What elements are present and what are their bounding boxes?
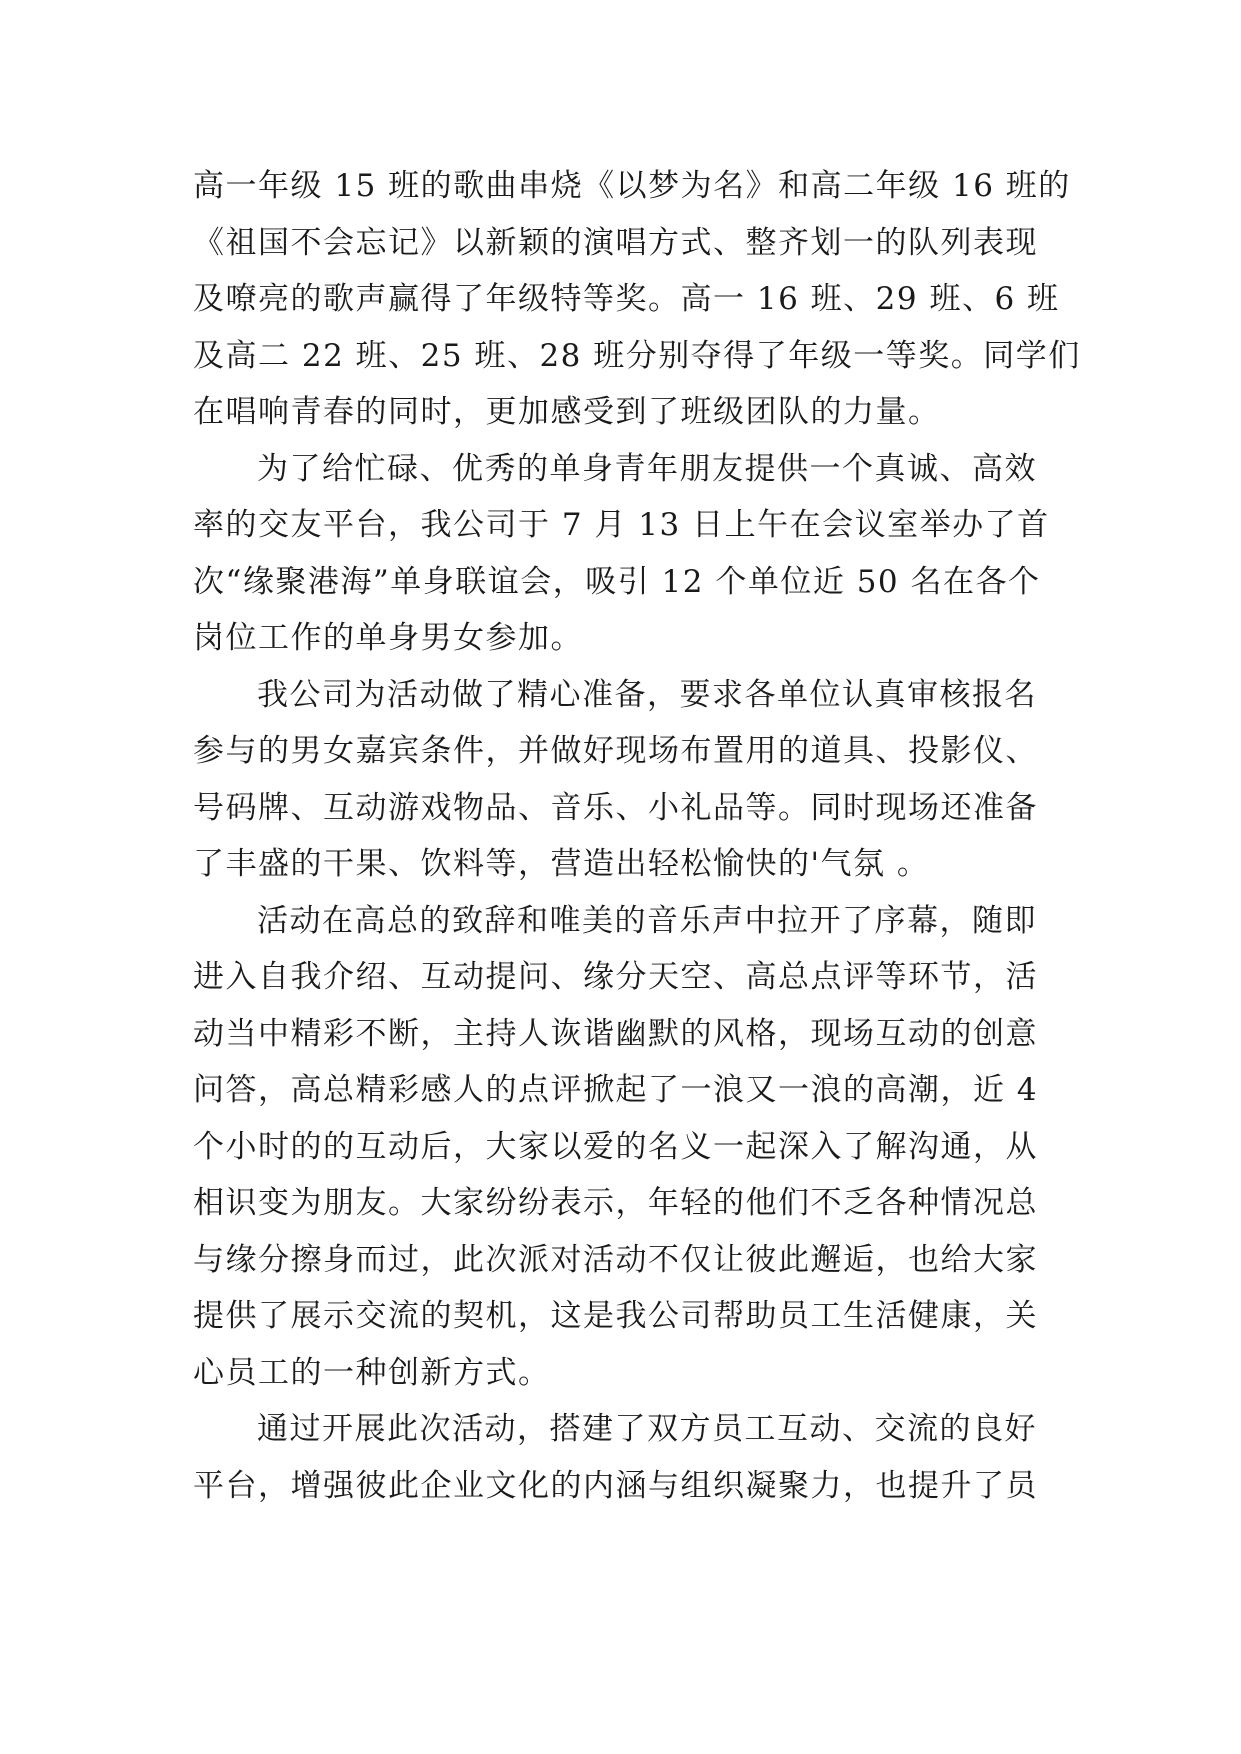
text-line: 平台，增强彼此企业文化的内涵与组织凝聚力，也提升了员	[193, 1467, 1038, 1504]
text-line: 动当中精彩不断，主持人诙谐幽默的风格，现场互动的创意	[193, 1015, 1038, 1052]
text-line: 参与的男女嘉宾条件，并做好现场布置用的道具、投影仪、	[193, 733, 1038, 769]
paragraph-first-line: 我公司为活动做了精心准备，要求各单位认真审核报名	[257, 676, 1037, 713]
text-line: 个小时的的互动后，大家以爱的名义一起深入了解沟通，从	[193, 1128, 1038, 1165]
text-line: 号码牌、互动游戏物品、音乐、小礼品等。同时现场还准备	[193, 789, 1038, 826]
text-line: 岗位工作的单身男女参加。	[193, 620, 583, 656]
text-line: 相识变为朋友。大家纷纷表示，年轻的他们不乏各种情况总	[193, 1185, 1038, 1221]
document-body	[193, 158, 1081, 1514]
text-line: 高一年级 15 班的歌曲串烧《以梦为名》和高二年级 16 班的	[193, 168, 1071, 204]
text-line: 在唱响青春的同时，更加感受到了班级团队的力量。	[193, 394, 941, 430]
paragraph-first-line: 通过开展此次活动，搭建了双方员工互动、交流的良好	[257, 1411, 1037, 1447]
text-line: 次“缘聚港海”单身联谊会，吸引 12 个单位近 50 名在各个	[193, 563, 1041, 600]
text-line: 进入自我介绍、互动提问、缘分天空、高总点评等环节，活	[193, 959, 1038, 995]
paragraph-first-line: 为了给忙碌、优秀的单身青年朋友提供一个真诚、高效	[257, 450, 1037, 487]
paragraph-first-line: 活动在高总的致辞和唯美的音乐声中拉开了序幕，随即	[257, 902, 1037, 939]
text-line: 提供了展示交流的契机，这是我公司帮助员工生活健康，关	[193, 1298, 1038, 1334]
text-line: 《祖国不会忘记》以新颖的演唱方式、整齐划一的队列表现	[193, 224, 1038, 261]
text-line: 了丰盛的干果、饮料等，营造出轻松愉快的'气氛 。	[193, 846, 930, 882]
text-line: 心员工的一种创新方式。	[193, 1354, 551, 1391]
text-line: 及嘹亮的歌声赢得了年级特等奖。高一 16 班、29 班、6 班	[193, 281, 1060, 317]
text-line: 与缘分擦身而过，此次派对活动不仅让彼此邂逅，也给大家	[193, 1241, 1038, 1278]
text-line: 问答，高总精彩感人的点评掀起了一浪又一浪的高潮，近 4	[193, 1072, 1039, 1108]
text-line: 及高二 22 班、25 班、28 班分别夺得了年级一等奖。同学们	[193, 337, 1081, 374]
text-line: 率的交友平台，我公司于 7 月 13 日上午在会议室举办了首	[193, 507, 1050, 543]
